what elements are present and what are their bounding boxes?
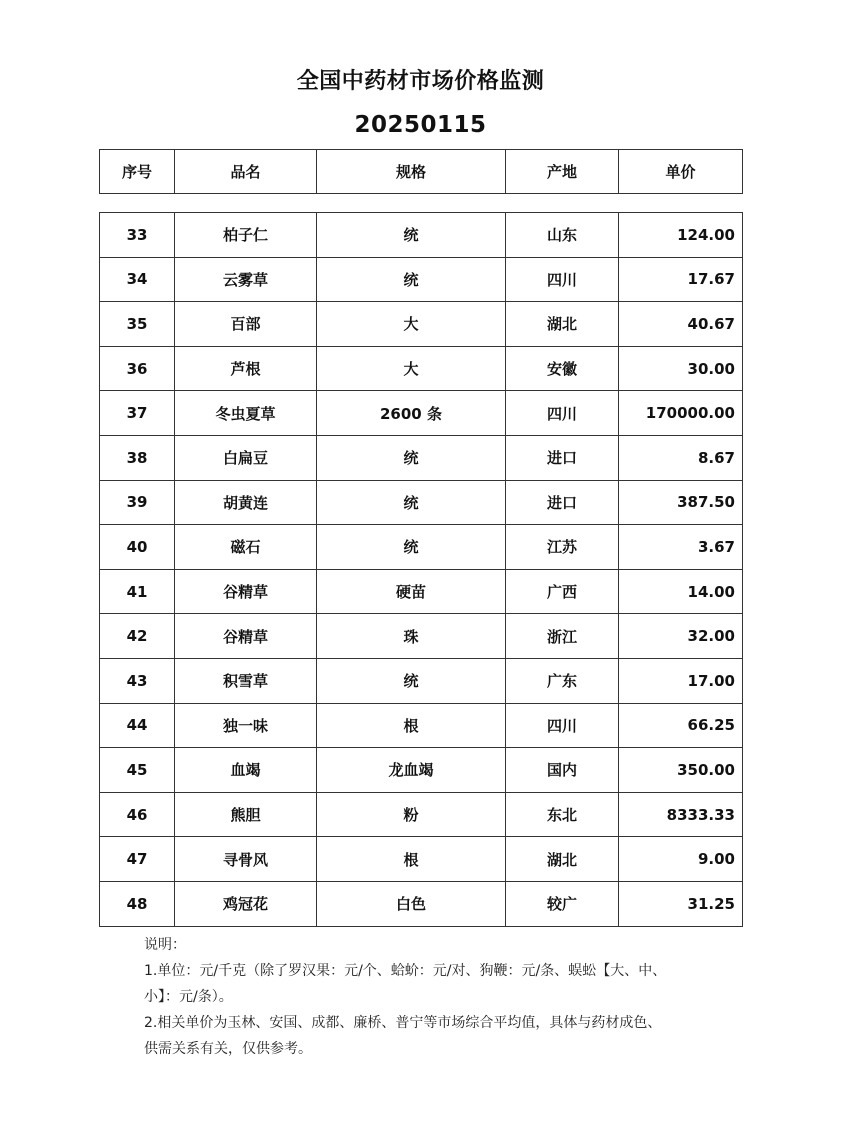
notes-line-2: 2.相关单价为玉林、安国、成都、廉桥、普宁等市场综合平均值，具体与药材成色、	[144, 1015, 662, 1031]
price-table-body	[100, 213, 743, 927]
table-row	[100, 792, 743, 837]
cell-no: 41	[100, 569, 175, 614]
cell-origin: 进口	[506, 480, 619, 525]
cell-price: 350.00	[619, 748, 743, 793]
cell-name: 血竭	[175, 748, 317, 793]
cell-no: 46	[100, 792, 175, 837]
header-price: 单价	[619, 150, 743, 194]
price-table	[99, 212, 743, 927]
table-header	[99, 149, 743, 194]
cell-origin: 四川	[506, 257, 619, 302]
cell-origin: 山东	[506, 213, 619, 258]
cell-spec: 统	[317, 435, 506, 480]
cell-origin: 四川	[506, 703, 619, 748]
cell-spec: 大	[317, 302, 506, 347]
cell-spec: 统	[317, 525, 506, 570]
cell-name: 谷精草	[175, 569, 317, 614]
cell-no: 48	[100, 881, 175, 926]
cell-price: 14.00	[619, 569, 743, 614]
header-origin: 产地	[506, 150, 619, 194]
cell-price: 8.67	[619, 435, 743, 480]
cell-spec: 粉	[317, 792, 506, 837]
cell-price: 40.67	[619, 302, 743, 347]
cell-name: 柏子仁	[175, 213, 317, 258]
table-row	[100, 302, 743, 347]
table-row	[100, 569, 743, 614]
cell-spec: 统	[317, 257, 506, 302]
cell-no: 35	[100, 302, 175, 347]
cell-price: 66.25	[619, 703, 743, 748]
cell-no: 37	[100, 391, 175, 436]
header-no: 序号	[100, 150, 175, 194]
cell-price: 170000.00	[619, 391, 743, 436]
notes-line-1b: 小】：元/条）。	[144, 989, 233, 1005]
report-date: 20250115	[354, 112, 487, 138]
cell-name: 寻骨风	[175, 837, 317, 882]
table-row	[100, 391, 743, 436]
notes	[144, 932, 704, 1062]
cell-spec: 龙血竭	[317, 748, 506, 793]
cell-spec: 珠	[317, 614, 506, 659]
header-spec: 规格	[317, 150, 506, 194]
cell-name: 积雪草	[175, 658, 317, 703]
cell-price: 31.25	[619, 881, 743, 926]
cell-no: 36	[100, 346, 175, 391]
cell-spec: 根	[317, 703, 506, 748]
cell-no: 44	[100, 703, 175, 748]
cell-spec: 硬苗	[317, 569, 506, 614]
header-row	[100, 150, 743, 194]
table-row	[100, 703, 743, 748]
cell-name: 白扁豆	[175, 435, 317, 480]
cell-no: 43	[100, 658, 175, 703]
table-row	[100, 525, 743, 570]
cell-origin: 湖北	[506, 837, 619, 882]
cell-name: 百部	[175, 302, 317, 347]
page-title: 全国中药材市场价格监测	[296, 69, 545, 94]
notes-heading: 说明：	[144, 937, 186, 953]
table-row	[100, 881, 743, 926]
cell-no: 42	[100, 614, 175, 659]
cell-no: 34	[100, 257, 175, 302]
cell-no: 33	[100, 213, 175, 258]
table-row	[100, 658, 743, 703]
cell-origin: 浙江	[506, 614, 619, 659]
cell-origin: 较广	[506, 881, 619, 926]
header-name: 品名	[175, 150, 317, 194]
cell-origin: 安徽	[506, 346, 619, 391]
cell-no: 40	[100, 525, 175, 570]
cell-no: 39	[100, 480, 175, 525]
cell-origin: 国内	[506, 748, 619, 793]
cell-name: 芦根	[175, 346, 317, 391]
cell-spec: 2600 条	[317, 391, 506, 436]
notes-line-2b: 供需关系有关，仅供参考。	[144, 1041, 312, 1057]
table-row	[100, 614, 743, 659]
cell-no: 47	[100, 837, 175, 882]
table-row	[100, 480, 743, 525]
cell-price: 17.00	[619, 658, 743, 703]
cell-name: 鸡冠花	[175, 881, 317, 926]
cell-spec: 统	[317, 480, 506, 525]
cell-name: 磁石	[175, 525, 317, 570]
cell-name: 谷精草	[175, 614, 317, 659]
cell-name: 独一味	[175, 703, 317, 748]
cell-name: 云雾草	[175, 257, 317, 302]
cell-origin: 广西	[506, 569, 619, 614]
cell-no: 38	[100, 435, 175, 480]
cell-spec: 统	[317, 213, 506, 258]
table-row	[100, 837, 743, 882]
cell-origin: 东北	[506, 792, 619, 837]
cell-origin: 进口	[506, 435, 619, 480]
cell-price: 387.50	[619, 480, 743, 525]
cell-origin: 四川	[506, 391, 619, 436]
cell-price: 3.67	[619, 525, 743, 570]
cell-name: 胡黄连	[175, 480, 317, 525]
cell-origin: 江苏	[506, 525, 619, 570]
cell-price: 32.00	[619, 614, 743, 659]
cell-price: 124.00	[619, 213, 743, 258]
notes-line-1: 1.单位：元/千克（除了罗汉果：元/个、蛤蚧：元/对、狗鞭：元/条、蜈蚣【大、中、	[144, 963, 667, 979]
table-row	[100, 346, 743, 391]
cell-spec: 统	[317, 658, 506, 703]
cell-origin: 广东	[506, 658, 619, 703]
cell-price: 9.00	[619, 837, 743, 882]
cell-spec: 根	[317, 837, 506, 882]
cell-spec: 大	[317, 346, 506, 391]
table-row	[100, 257, 743, 302]
cell-name: 冬虫夏草	[175, 391, 317, 436]
cell-name: 熊胆	[175, 792, 317, 837]
cell-price: 17.67	[619, 257, 743, 302]
cell-price: 8333.33	[619, 792, 743, 837]
cell-no: 45	[100, 748, 175, 793]
table-row	[100, 213, 743, 258]
cell-price: 30.00	[619, 346, 743, 391]
table-row	[100, 435, 743, 480]
table-row	[100, 748, 743, 793]
cell-spec: 白色	[317, 881, 506, 926]
cell-origin: 湖北	[506, 302, 619, 347]
